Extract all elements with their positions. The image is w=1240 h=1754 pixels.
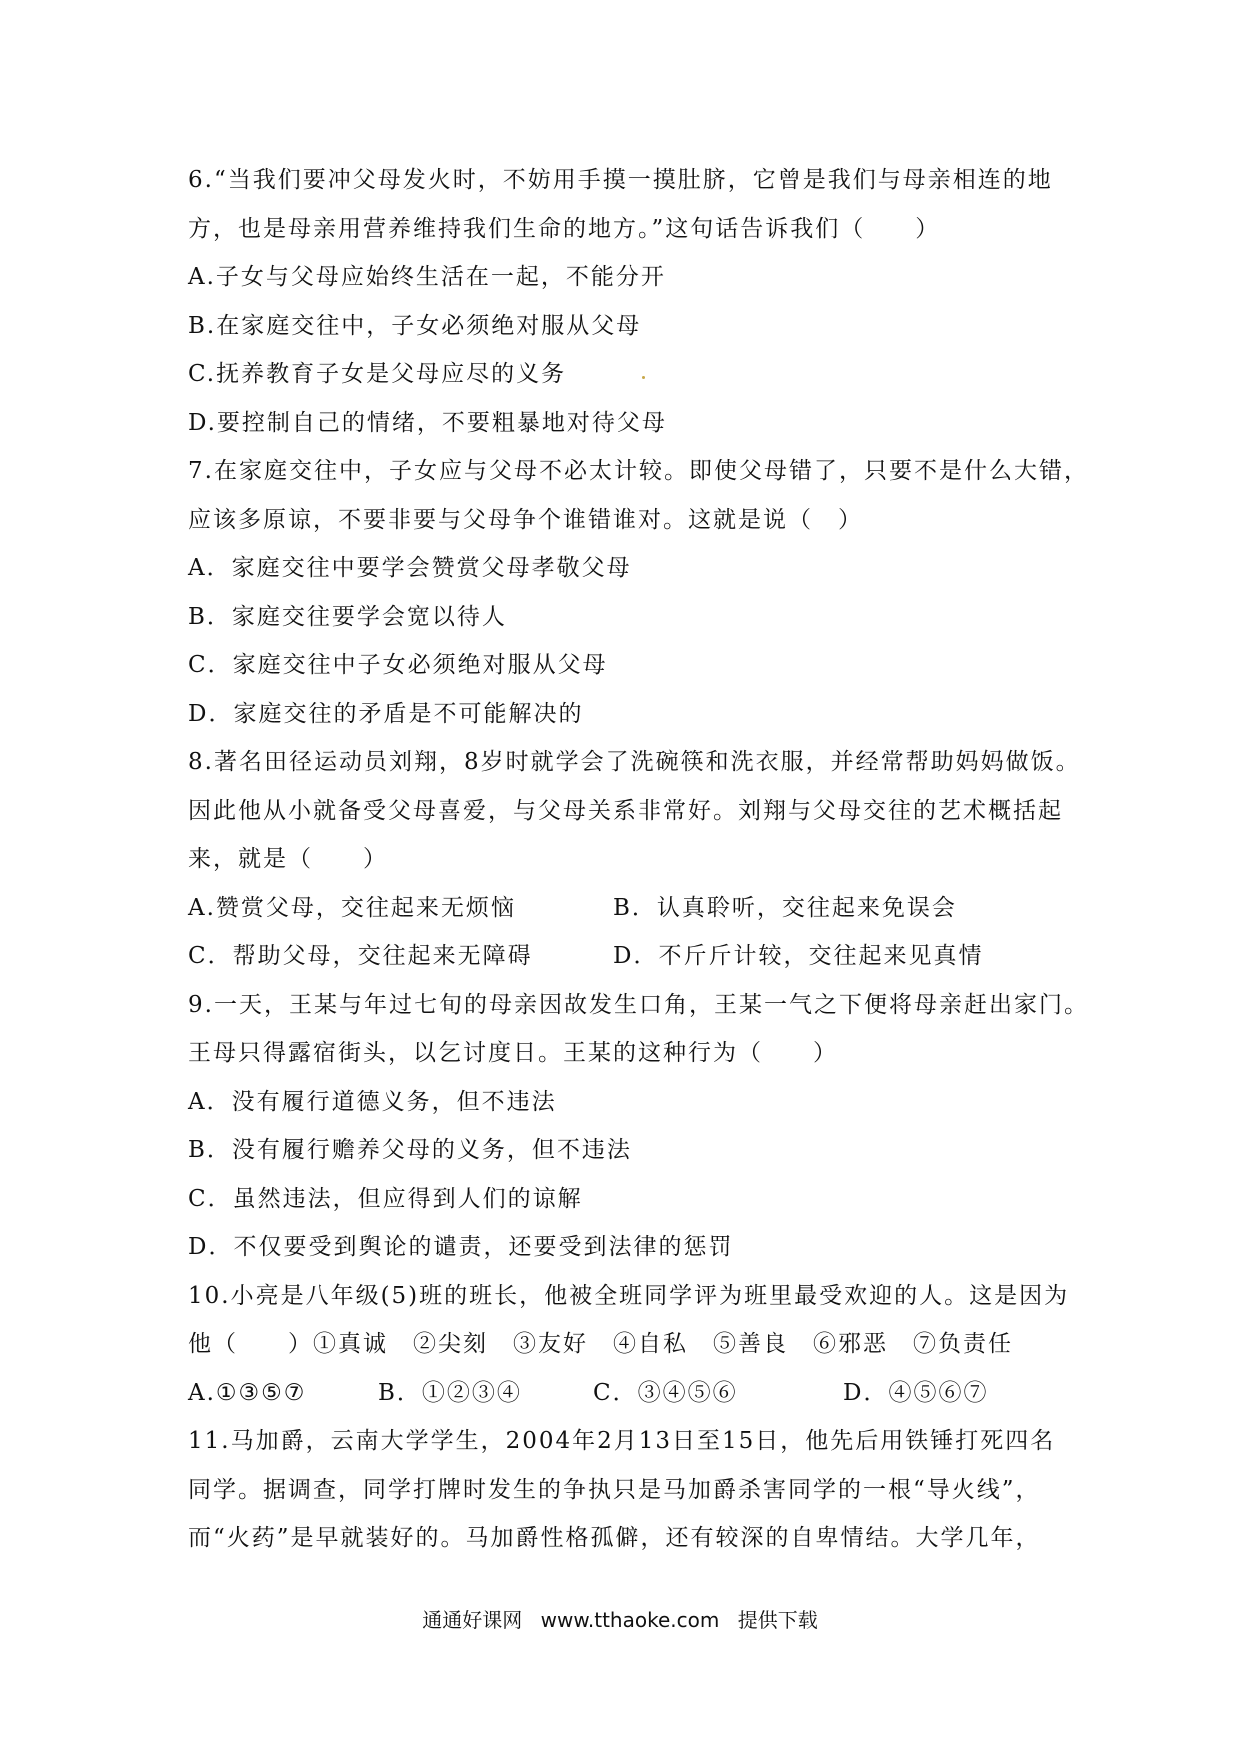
option-b: B．①②③④ bbox=[378, 1379, 522, 1406]
option-d: D．④⑤⑥⑦ bbox=[843, 1379, 989, 1406]
question-7 bbox=[188, 447, 1089, 738]
question-stem-line: 而“火药”是早就装好的。马加爵性格孤僻，还有较深的自卑情结。大学几年， bbox=[188, 1525, 1041, 1551]
question-stem-line: 因此他从小就备受父母喜爱，与父母关系非常好。刘翔与父母交往的艺术概括起 bbox=[188, 797, 1063, 824]
question-stem-line: 王母只得露宿街头，以乞讨度日。王某的这种行为（ ） bbox=[188, 1040, 838, 1066]
footer-suffix: 提供下载 bbox=[737, 1608, 818, 1632]
option-d: D．不仅要受到舆论的谴责，还要受到法律的惩罚 bbox=[188, 1234, 734, 1260]
option-d: D.要控制自己的情绪，不要粗暴地对待父母 bbox=[188, 409, 667, 436]
question-stem-line: 10.小亮是八年级(5)班的班长，他被全班同学评为班里最受欢迎的人。这是因为 bbox=[188, 1282, 1070, 1309]
option-d: D．家庭交往的矛盾是不可能解决的 bbox=[188, 700, 584, 727]
question-10 bbox=[188, 1272, 1068, 1418]
option-a: A．没有履行道德义务，但不违法 bbox=[188, 1088, 557, 1115]
page-footer bbox=[0, 1604, 1240, 1633]
question-stem-line: 8.著名田径运动员刘翔，8岁时就学会了洗碗筷和洗衣服，并经常帮助妈妈做饭。 bbox=[188, 749, 1081, 775]
option-b: B．没有履行赡养父母的义务，但不违法 bbox=[188, 1137, 632, 1163]
footer-site-name: 通通好课网 bbox=[422, 1608, 523, 1632]
question-6 bbox=[188, 156, 1068, 447]
option-a: A．家庭交往中要学会赞赏父母孝敬父母 bbox=[188, 555, 632, 581]
option-c: C．家庭交往中子女必须绝对服从父母 bbox=[188, 652, 608, 678]
question-stem-line: 他（ ）①真诚 ②尖刻 ③友好 ④自私 ⑤善良 ⑥邪恶 ⑦负责任 bbox=[188, 1331, 1013, 1357]
option-b: B．认真聆听，交往起来免误会 bbox=[613, 894, 957, 921]
question-stem-line: 7.在家庭交往中，子女应与父母不必太计较。即使父母错了，只要不是什么大错， bbox=[188, 458, 1089, 484]
question-stem-line: 方，也是母亲用营养维持我们生命的地方。”这句话告诉我们（ ） bbox=[188, 215, 941, 242]
option-row bbox=[188, 932, 1068, 981]
question-stem-line: 6.“当我们要冲父母发火时，不妨用手摸一摸肚脐，它曾是我们与母亲相连的地 bbox=[188, 167, 1053, 193]
option-c: C．③④⑤⑥ bbox=[593, 1379, 738, 1406]
option-c: C.抚养教育子女是父母应尽的义务 bbox=[188, 361, 567, 387]
option-row bbox=[188, 884, 1068, 933]
option-a: A.①③⑤⑦ bbox=[188, 1379, 307, 1406]
question-list bbox=[188, 156, 1089, 1563]
question-11 bbox=[188, 1417, 1068, 1563]
option-c: C．虽然违法，但应得到人们的谅解 bbox=[188, 1185, 583, 1212]
option-a: A.子女与父母应始终生活在一起，不能分开 bbox=[188, 264, 666, 290]
question-stem-line: 同学。据调查，同学打牌时发生的争执只是马加爵杀害同学的一根“导火线”， bbox=[188, 1476, 1041, 1503]
footer-url-link[interactable]: www.tthaoke.com bbox=[540, 1608, 720, 1632]
option-row bbox=[188, 1369, 1068, 1418]
option-c: C．帮助父母，交往起来无障碍 bbox=[188, 943, 533, 969]
question-8 bbox=[188, 738, 1081, 981]
option-b: B.在家庭交往中，子女必须绝对服从父母 bbox=[188, 312, 642, 339]
question-9 bbox=[188, 981, 1089, 1272]
option-d: D．不斤斤计较，交往起来见真情 bbox=[613, 943, 984, 969]
option-a: A.赞赏父母，交往起来无烦恼 bbox=[188, 894, 516, 921]
question-stem-line: 来，就是（ ） bbox=[188, 846, 388, 872]
question-stem-line: 11.马加爵，云南大学学生，2004年2月13日至15日，他先后用铁锤打死四名 bbox=[188, 1428, 1056, 1454]
option-b: B．家庭交往要学会宽以待人 bbox=[188, 603, 507, 630]
question-stem-line: 9.一天，王某与年过七旬的母亲因故发生口角，王某一气之下便将母亲赶出家门。 bbox=[188, 991, 1089, 1018]
question-stem-line: 应该多原谅，不要非要与父母争个谁错谁对。这就是说（ ） bbox=[188, 506, 863, 533]
